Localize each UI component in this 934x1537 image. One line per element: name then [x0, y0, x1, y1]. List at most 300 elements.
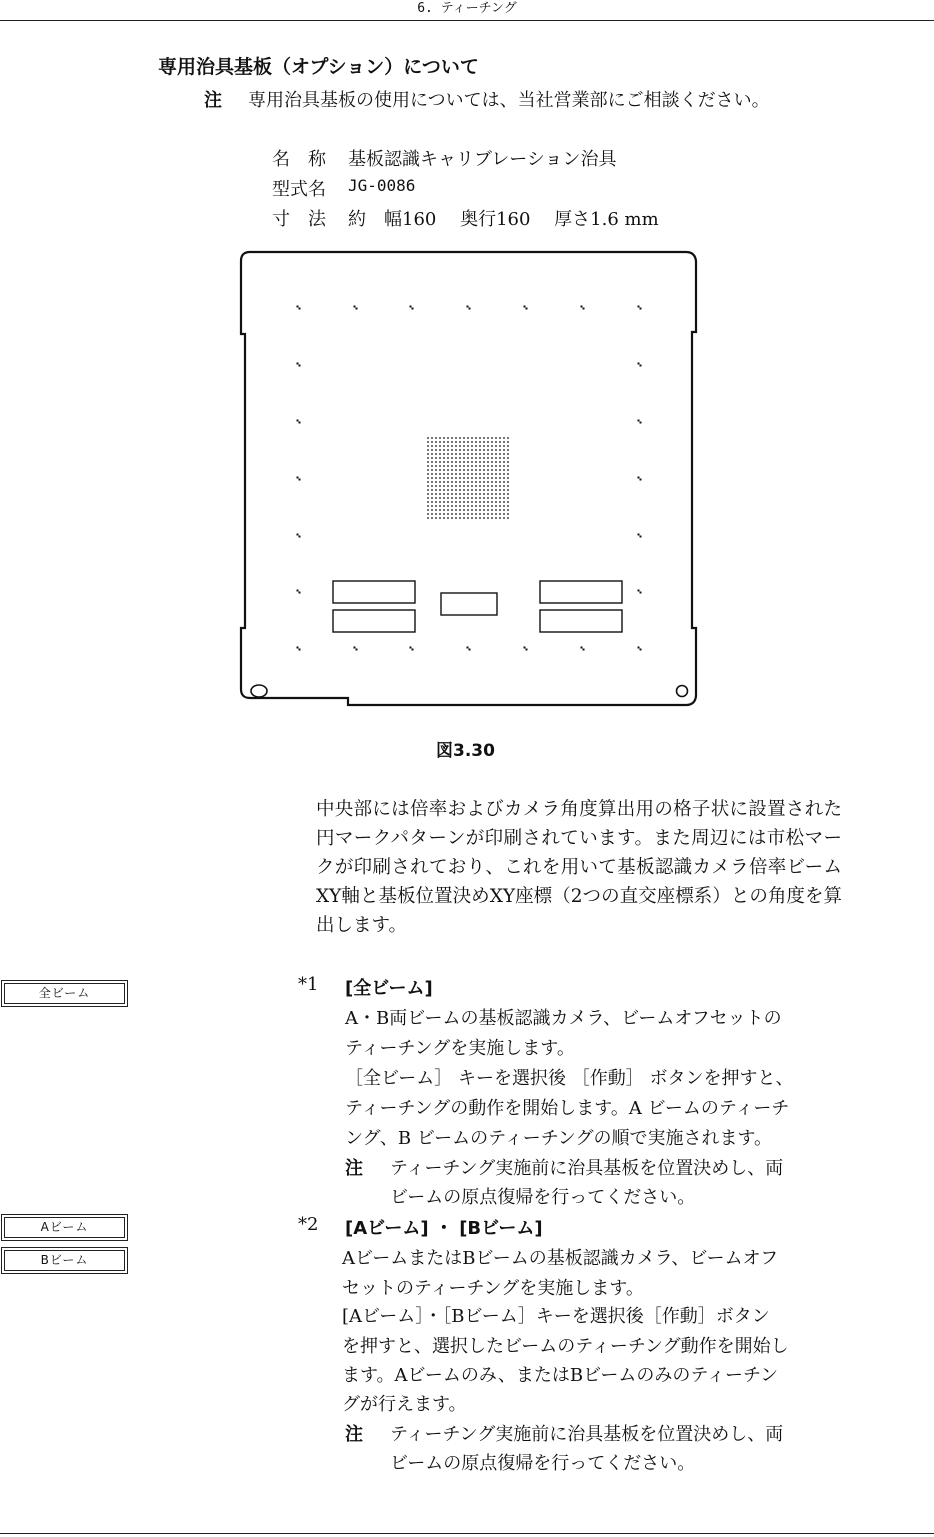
- item-1-line: ング、B ビームのティーチングの順で実施されます。: [345, 1128, 773, 1149]
- circle-mark: [471, 453, 473, 455]
- circle-mark: [455, 465, 457, 467]
- circle-mark: [451, 501, 453, 503]
- circle-mark: [451, 457, 453, 459]
- circle-mark: [471, 517, 473, 519]
- circle-mark: [499, 441, 501, 443]
- jig-board-figure: [236, 248, 704, 714]
- circle-mark: [439, 489, 441, 491]
- circle-mark: [455, 441, 457, 443]
- circle-mark: [487, 501, 489, 503]
- circle-mark: [495, 501, 497, 503]
- circle-mark: [427, 473, 429, 475]
- circle-mark: [455, 453, 457, 455]
- circle-mark: [447, 481, 449, 483]
- circle-mark: [503, 481, 505, 483]
- circle-mark: [435, 437, 437, 439]
- circle-mark: [503, 449, 505, 451]
- circle-mark: [483, 445, 485, 447]
- circle-mark: [467, 505, 469, 507]
- circle-mark: [479, 453, 481, 455]
- circle-mark: [431, 461, 433, 463]
- circle-mark: [467, 489, 469, 491]
- circle-mark: [427, 461, 429, 463]
- circle-mark: [479, 513, 481, 515]
- spec-name-value: 基板認識キャリブレーション治具: [348, 149, 617, 170]
- circle-mark: [463, 437, 465, 439]
- circle-mark: [459, 481, 461, 483]
- circle-mark: [495, 513, 497, 515]
- circle-mark: [483, 469, 485, 471]
- circle-mark: [475, 497, 477, 499]
- circle-mark: [483, 477, 485, 479]
- circle-mark: [467, 441, 469, 443]
- footer-rule: [0, 1533, 934, 1534]
- circle-mark: [439, 441, 441, 443]
- circle-mark: [495, 473, 497, 475]
- circle-mark: [463, 469, 465, 471]
- circle-mark: [503, 513, 505, 515]
- circle-mark: [435, 509, 437, 511]
- section-title: 専用治具基板（オプション）について: [158, 56, 479, 78]
- circle-mark: [439, 509, 441, 511]
- circle-mark: [507, 517, 509, 519]
- checker-mark: [297, 647, 301, 651]
- circle-mark: [495, 469, 497, 471]
- circle-mark: [459, 477, 461, 479]
- circle-mark: [483, 485, 485, 487]
- item-1-heading: [全ビーム]: [345, 978, 433, 999]
- circle-mark: [479, 485, 481, 487]
- checker-mark: [638, 420, 642, 424]
- circle-mark: [471, 441, 473, 443]
- circle-mark: [471, 485, 473, 487]
- circle-mark: [507, 465, 509, 467]
- circle-mark: [459, 457, 461, 459]
- circle-mark: [455, 497, 457, 499]
- circle-mark: [507, 449, 509, 451]
- circle-mark: [499, 477, 501, 479]
- circle-mark: [495, 485, 497, 487]
- circle-mark: [451, 465, 453, 467]
- checker-mark: [524, 647, 528, 651]
- circle-mark: [491, 485, 493, 487]
- circle-mark: [463, 509, 465, 511]
- circle-mark: [463, 449, 465, 451]
- circle-mark: [471, 457, 473, 459]
- circle-mark: [455, 513, 457, 515]
- item-2-line: を押すと、選択したビームのティーチング動作を開始し: [342, 1336, 789, 1357]
- circle-mark: [447, 445, 449, 447]
- circle-mark: [447, 501, 449, 503]
- circle-mark: [427, 457, 429, 459]
- circle-mark: [479, 505, 481, 507]
- circle-mark: [475, 481, 477, 483]
- circle-mark: [463, 477, 465, 479]
- circle-mark: [447, 493, 449, 495]
- circle-mark: [499, 505, 501, 507]
- circle-mark: [479, 509, 481, 511]
- circle-mark: [463, 505, 465, 507]
- circle-mark: [507, 481, 509, 483]
- circle-mark: [467, 481, 469, 483]
- circle-mark: [435, 473, 437, 475]
- circle-mark: [503, 497, 505, 499]
- circle-mark: [499, 489, 501, 491]
- circle-mark: [431, 517, 433, 519]
- note-text: 専用治具基板の使用については、当社営業部にご相談ください。: [248, 90, 770, 111]
- circle-mark: [471, 497, 473, 499]
- circle-mark: [471, 473, 473, 475]
- spec-size-value: 約 幅160 奥行160 厚さ1.6 mm: [348, 209, 659, 230]
- checker-mark: [297, 590, 301, 594]
- circle-mark: [475, 453, 477, 455]
- item-1-note-line: ティーチング実施前に治具基板を位置決めし、両: [390, 1158, 784, 1179]
- item-1-line: ［全ビーム］ キーを選択後 ［作動］ ボタンを押すと、: [345, 1068, 794, 1089]
- spec-model-value: JG-0086: [348, 176, 416, 195]
- circle-mark: [503, 473, 505, 475]
- circle-mark: [483, 493, 485, 495]
- circle-mark: [451, 461, 453, 463]
- circle-mark: [491, 513, 493, 515]
- circle-mark: [503, 441, 505, 443]
- circle-mark: [471, 501, 473, 503]
- circle-mark: [451, 477, 453, 479]
- item-2-note-line: ティーチング実施前に治具基板を位置決めし、両: [390, 1424, 784, 1445]
- checker-mark: [467, 306, 471, 310]
- circle-mark: [479, 473, 481, 475]
- circle-mark: [455, 449, 457, 451]
- circle-mark: [503, 469, 505, 471]
- circle-mark: [507, 493, 509, 495]
- circle-mark: [427, 485, 429, 487]
- circle-mark: [443, 509, 445, 511]
- circle-mark: [503, 505, 505, 507]
- circle-mark: [487, 477, 489, 479]
- circle-mark: [479, 449, 481, 451]
- circle-mark: [499, 457, 501, 459]
- circle-mark: [427, 437, 429, 439]
- circle-mark: [431, 505, 433, 507]
- circle-mark: [459, 485, 461, 487]
- circle-mark: [455, 457, 457, 459]
- circle-mark: [463, 517, 465, 519]
- circle-mark: [459, 453, 461, 455]
- circle-mark: [431, 437, 433, 439]
- checker-mark: [467, 647, 471, 651]
- item-2-heading: [Aビーム] ・ [Bビーム]: [345, 1218, 543, 1239]
- circle-mark: [435, 493, 437, 495]
- circle-mark: [503, 485, 505, 487]
- circle-mark: [439, 469, 441, 471]
- circle-mark: [507, 497, 509, 499]
- circle-mark: [495, 497, 497, 499]
- circle-mark: [435, 505, 437, 507]
- circle-mark: [431, 457, 433, 459]
- circle-mark: [447, 437, 449, 439]
- circle-mark: [431, 445, 433, 447]
- circle-mark: [495, 481, 497, 483]
- circle-mark: [491, 461, 493, 463]
- circle-mark: [491, 457, 493, 459]
- circle-mark: [463, 457, 465, 459]
- circle-mark: [475, 509, 477, 511]
- circle-mark: [467, 485, 469, 487]
- circle-mark: [451, 485, 453, 487]
- checker-mark: [354, 306, 358, 310]
- circle-mark: [499, 485, 501, 487]
- circle-mark: [455, 485, 457, 487]
- circle-mark: [447, 485, 449, 487]
- circle-mark: [503, 493, 505, 495]
- circle-mark: [439, 461, 441, 463]
- checker-mark: [638, 534, 642, 538]
- circle-mark: [475, 473, 477, 475]
- circle-mark: [503, 509, 505, 511]
- circle-mark: [467, 497, 469, 499]
- circle-mark: [439, 481, 441, 483]
- circle-mark: [447, 449, 449, 451]
- circle-mark: [495, 493, 497, 495]
- checker-mark: [638, 647, 642, 651]
- circle-mark: [431, 513, 433, 515]
- circle-mark: [443, 513, 445, 515]
- circle-mark: [475, 457, 477, 459]
- circle-mark: [471, 445, 473, 447]
- circle-mark: [463, 441, 465, 443]
- item-2-line: ます。Aビームのみ、またはBビームのみのティーチン: [342, 1365, 779, 1386]
- circle-mark: [459, 441, 461, 443]
- circle-mark: [447, 457, 449, 459]
- circle-mark: [463, 481, 465, 483]
- circle-mark: [451, 445, 453, 447]
- circle-mark: [447, 465, 449, 467]
- circle-mark: [447, 453, 449, 455]
- circle-mark: [471, 513, 473, 515]
- circle-mark: [439, 497, 441, 499]
- pad-center: [441, 593, 497, 615]
- circle-mark: [483, 481, 485, 483]
- circle-mark: [439, 477, 441, 479]
- circle-mark: [455, 493, 457, 495]
- circle-mark: [487, 437, 489, 439]
- circle-mark: [439, 493, 441, 495]
- circle-mark: [475, 505, 477, 507]
- item-1-line: ティーチングを実施します。: [345, 1038, 575, 1059]
- pad-right-bottom: [540, 610, 622, 632]
- circle-mark: [471, 489, 473, 491]
- b-beam-key[interactable]: Bビーム: [4, 1250, 125, 1271]
- circle-mark: [475, 517, 477, 519]
- checker-mark: [638, 590, 642, 594]
- all-beam-key[interactable]: 全ビーム: [4, 983, 125, 1004]
- circle-mark: [487, 457, 489, 459]
- circle-mark: [479, 437, 481, 439]
- circle-mark: [475, 441, 477, 443]
- circle-mark: [447, 441, 449, 443]
- circle-mark: [435, 517, 437, 519]
- circle-mark: [455, 469, 457, 471]
- circle-mark: [479, 441, 481, 443]
- circle-mark: [427, 509, 429, 511]
- circle-mark: [475, 449, 477, 451]
- circle-mark: [463, 513, 465, 515]
- circle-mark: [463, 473, 465, 475]
- circle-mark: [455, 509, 457, 511]
- circle-mark: [487, 449, 489, 451]
- circle-mark: [431, 477, 433, 479]
- circle-mark: [431, 509, 433, 511]
- circle-mark: [483, 501, 485, 503]
- circle-mark: [435, 513, 437, 515]
- circle-mark: [443, 453, 445, 455]
- circle-mark: [503, 477, 505, 479]
- circle-mark: [463, 489, 465, 491]
- circle-mark: [475, 493, 477, 495]
- circle-mark: [483, 461, 485, 463]
- circle-mark: [483, 517, 485, 519]
- circle-mark: [455, 489, 457, 491]
- circle-mark: [435, 485, 437, 487]
- circle-mark: [483, 513, 485, 515]
- circle-mark: [495, 477, 497, 479]
- circle-mark: [495, 453, 497, 455]
- circle-mark: [463, 493, 465, 495]
- circle-mark: [427, 477, 429, 479]
- circle-mark: [487, 489, 489, 491]
- circle-mark: [467, 457, 469, 459]
- circle-mark: [487, 445, 489, 447]
- circle-mark: [459, 469, 461, 471]
- circle-mark-pattern: [427, 437, 509, 519]
- circle-mark: [427, 497, 429, 499]
- circle-mark: [459, 445, 461, 447]
- circle-mark: [471, 461, 473, 463]
- circle-mark: [451, 437, 453, 439]
- circle-mark: [503, 501, 505, 503]
- circle-mark: [435, 461, 437, 463]
- circle-mark: [475, 469, 477, 471]
- circle-mark: [499, 509, 501, 511]
- circle-mark: [479, 465, 481, 467]
- circle-mark: [467, 517, 469, 519]
- circle-mark: [443, 469, 445, 471]
- checker-mark: [638, 306, 642, 310]
- circle-mark: [435, 465, 437, 467]
- circle-mark: [435, 501, 437, 503]
- a-beam-key[interactable]: Aビーム: [4, 1217, 125, 1238]
- circle-mark: [427, 501, 429, 503]
- header-rule: [0, 20, 934, 21]
- circle-mark: [499, 461, 501, 463]
- circle-mark: [499, 465, 501, 467]
- circle-mark: [427, 481, 429, 483]
- circle-mark: [427, 445, 429, 447]
- circle-mark: [491, 501, 493, 503]
- circle-mark: [503, 489, 505, 491]
- checker-mark: [297, 306, 301, 310]
- circle-mark: [491, 445, 493, 447]
- circle-mark: [431, 453, 433, 455]
- item-2-note-mark: 注: [345, 1424, 363, 1445]
- circle-mark: [467, 513, 469, 515]
- circle-mark: [479, 469, 481, 471]
- circle-mark: [471, 477, 473, 479]
- circle-mark: [447, 473, 449, 475]
- circle-mark: [479, 489, 481, 491]
- circle-mark: [439, 473, 441, 475]
- checker-mark: [354, 647, 358, 651]
- circle-mark: [507, 473, 509, 475]
- circle-mark: [471, 449, 473, 451]
- circle-mark: [495, 449, 497, 451]
- circle-mark: [439, 501, 441, 503]
- circle-mark: [443, 473, 445, 475]
- circle-mark: [487, 469, 489, 471]
- circle-mark: [443, 485, 445, 487]
- circle-mark: [431, 469, 433, 471]
- circle-mark: [435, 481, 437, 483]
- circle-mark: [479, 445, 481, 447]
- circle-mark: [471, 437, 473, 439]
- circle-mark: [479, 477, 481, 479]
- circle-mark: [471, 505, 473, 507]
- circle-mark: [483, 437, 485, 439]
- item-2-line: セットのティーチングを実施します。: [342, 1278, 644, 1299]
- circle-mark: [495, 457, 497, 459]
- circle-mark: [499, 445, 501, 447]
- circle-mark: [507, 477, 509, 479]
- circle-mark: [467, 469, 469, 471]
- circle-mark: [463, 485, 465, 487]
- circle-mark: [499, 497, 501, 499]
- circle-mark: [491, 477, 493, 479]
- figure-caption: 図3.30: [436, 741, 495, 761]
- circle-mark: [475, 501, 477, 503]
- circle-mark: [443, 461, 445, 463]
- circle-mark: [499, 473, 501, 475]
- circle-mark: [487, 481, 489, 483]
- circle-mark: [435, 497, 437, 499]
- circle-mark: [507, 445, 509, 447]
- circle-mark: [491, 473, 493, 475]
- circle-mark: [479, 461, 481, 463]
- circle-mark: [471, 481, 473, 483]
- circle-mark: [467, 445, 469, 447]
- circle-mark: [475, 465, 477, 467]
- note-mark: 注: [204, 90, 222, 111]
- circle-mark: [479, 493, 481, 495]
- circle-mark: [451, 473, 453, 475]
- circle-mark: [447, 469, 449, 471]
- circle-mark: [435, 489, 437, 491]
- circle-mark: [443, 441, 445, 443]
- circle-mark: [451, 505, 453, 507]
- circle-mark: [443, 493, 445, 495]
- checker-mark: [297, 420, 301, 424]
- item-2-line: グが行えます。: [342, 1394, 467, 1415]
- circle-mark: [447, 505, 449, 507]
- circle-mark: [479, 497, 481, 499]
- circle-mark: [483, 441, 485, 443]
- circle-mark: [443, 481, 445, 483]
- circle-mark: [459, 493, 461, 495]
- circle-mark: [459, 473, 461, 475]
- circle-mark: [431, 489, 433, 491]
- circle-mark: [431, 465, 433, 467]
- circle-mark: [439, 505, 441, 507]
- circle-mark: [475, 489, 477, 491]
- checker-mark: [410, 647, 414, 651]
